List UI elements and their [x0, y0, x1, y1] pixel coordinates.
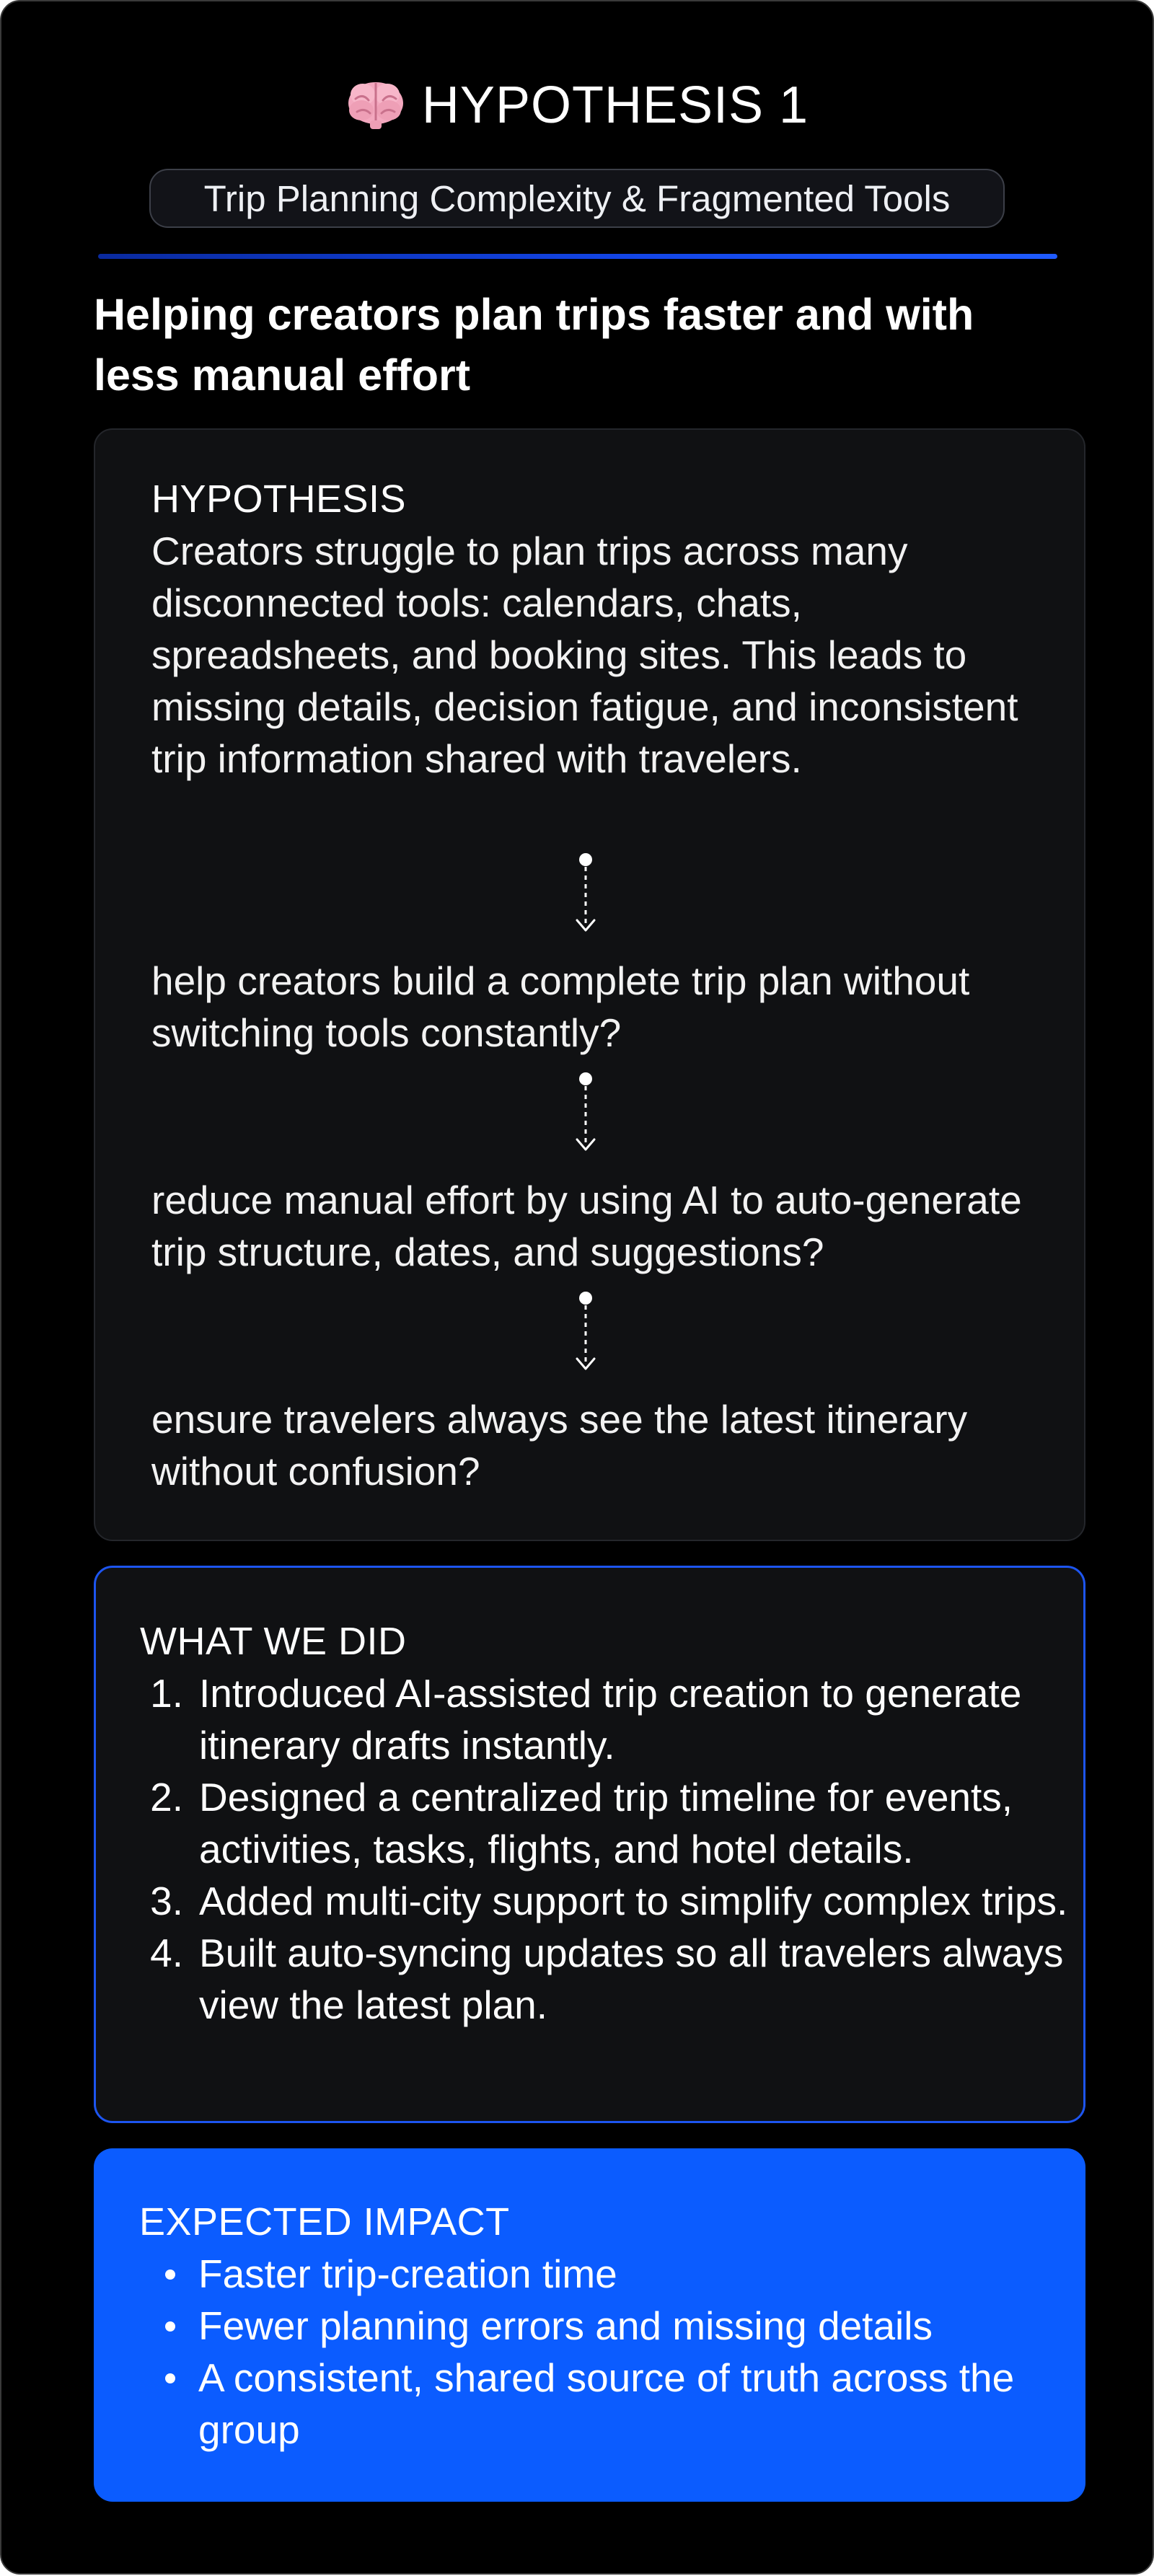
- divider: [98, 254, 1057, 259]
- flow-connector-2: [573, 1072, 599, 1158]
- expected-impact-list: [139, 2248, 1041, 2456]
- question-1: help creators build a complete trip plan without switching tools constantly?: [151, 958, 970, 1055]
- list-item: 3. Added multi-city support to simplify complex trips.: [150, 1879, 1068, 1923]
- list-item: 1. Introduced AI-assisted trip creation to generate itinerary drafts instantly.: [150, 1671, 1022, 1768]
- what-we-did-list: [140, 1667, 1070, 2031]
- title-text: HYPOTHESIS 1: [421, 76, 809, 134]
- list-item: 4. Built auto-syncing updates so all travelers always view the latest plan.: [150, 1931, 1064, 2027]
- what-we-did-label: WHAT WE DID: [140, 1620, 407, 1663]
- list-item: 2. Designed a centralized trip timeline for events, activities, tasks, flights, and hotel details.: [150, 1775, 1013, 1871]
- flow-connector-3: [573, 1291, 599, 1377]
- list-item: A consistent, shared source of truth across the group: [139, 2352, 1041, 2456]
- hypothesis-card: [94, 428, 1085, 1541]
- bullet-icon: [165, 2321, 175, 2332]
- expected-impact-card: [94, 2148, 1085, 2502]
- hypothesis-label: HYPOTHESIS: [151, 477, 407, 521]
- what-we-did-card: [94, 1566, 1085, 2123]
- list-item: Faster trip-creation time: [139, 2248, 1041, 2300]
- subtitle: Helping creators plan trips faster and with less manual effort: [94, 290, 974, 400]
- page-title: [1, 71, 1153, 140]
- expected-impact-label: EXPECTED IMPACT: [139, 2200, 510, 2244]
- brain-icon: [345, 79, 406, 132]
- question-3: ensure travelers always see the latest itinerary without confusion?: [151, 1397, 968, 1494]
- list-item: Fewer planning errors and missing details: [139, 2300, 1041, 2352]
- question-2: reduce manual effort by using AI to auto-generate trip structure, dates, and suggestions?: [151, 1178, 1022, 1274]
- topic-tag: Trip Planning Complexity & Fragmented Tools: [149, 169, 1005, 228]
- flow-connector-1: [573, 852, 599, 939]
- bullet-icon: [165, 2270, 175, 2280]
- hypothesis-statement: Creators struggle to plan trips across many disconnected tools: calendars, chats, spreadsheets, and booking sites. This leads to missing details, decision fatigue, and inconsistent trip information shared with travelers.: [151, 529, 1018, 781]
- bullet-icon: [165, 2373, 175, 2383]
